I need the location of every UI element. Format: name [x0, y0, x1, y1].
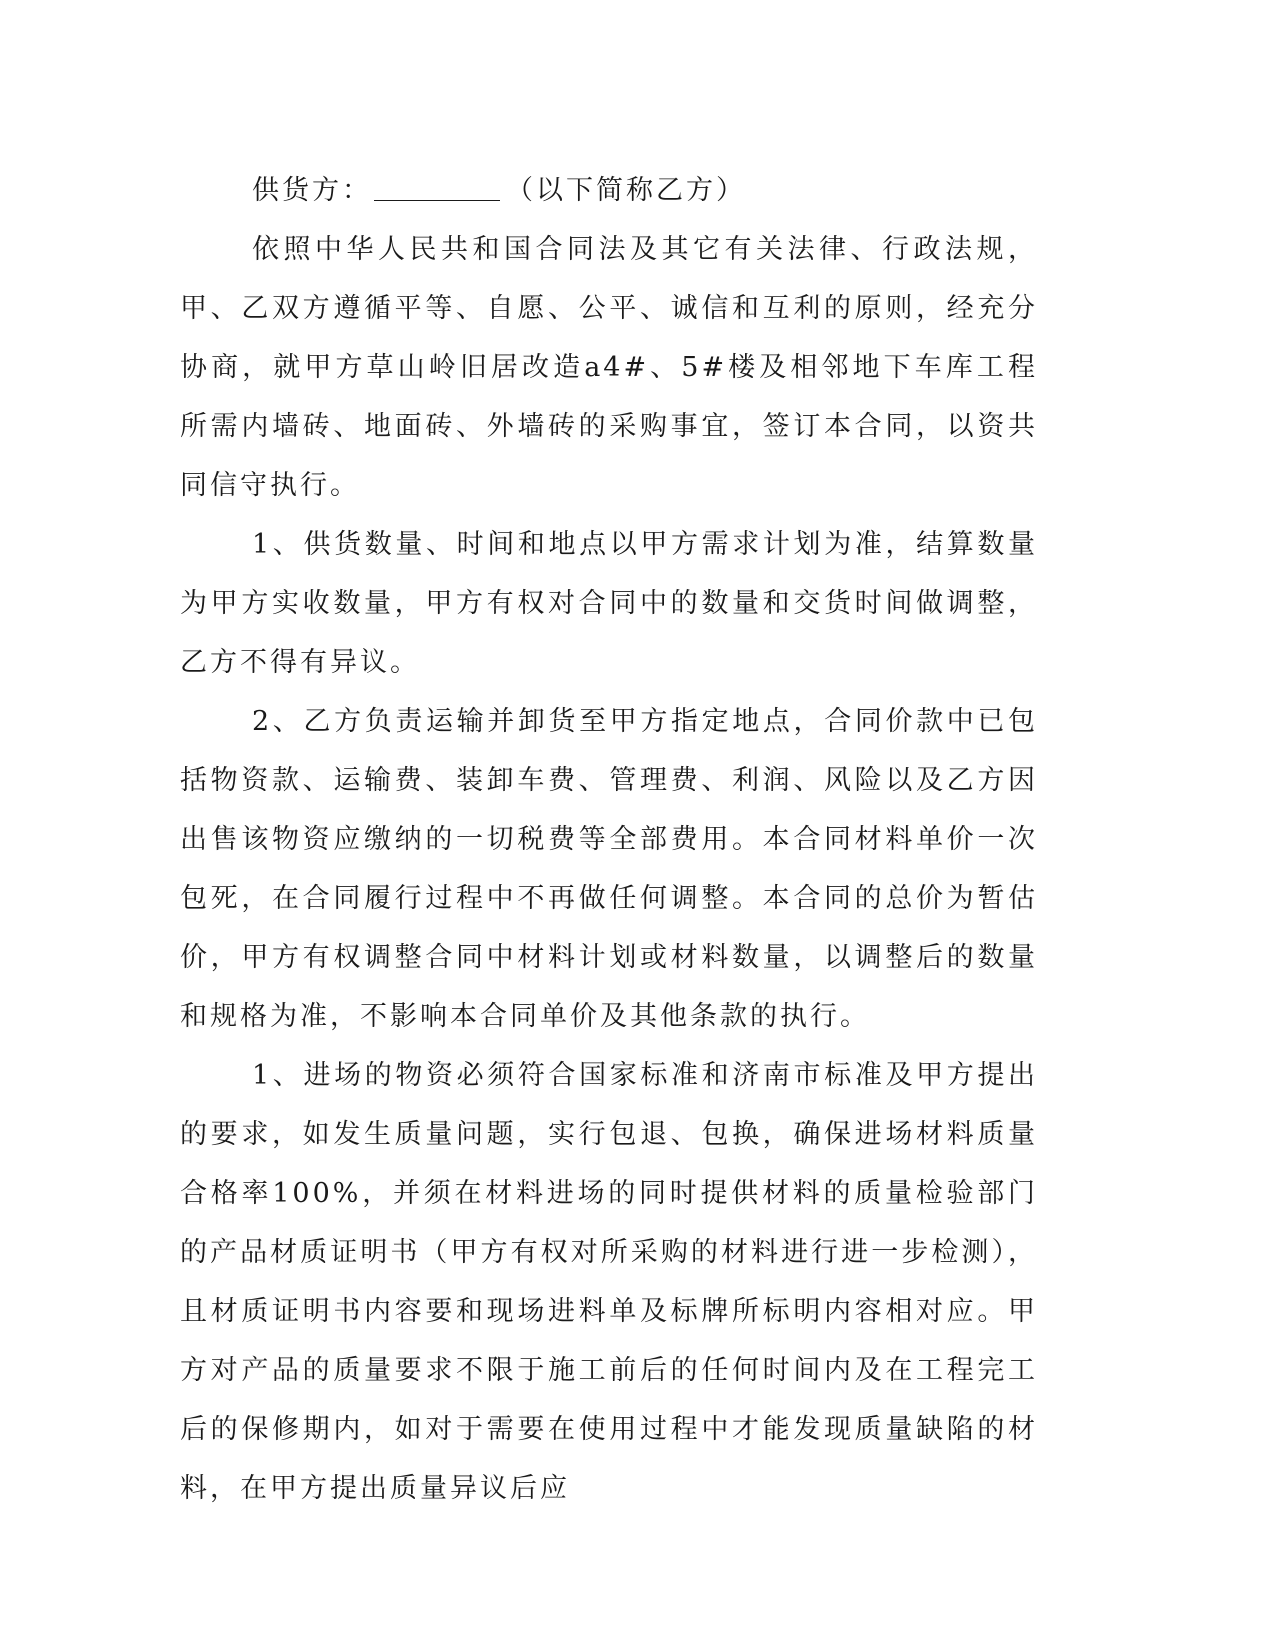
paragraph-clause-1-quality: 1、进场的物资必须符合国家标准和济南市标准及甲方提出的要求，如发生质量问题，实行包退、包换，确保进场材料质量合格率100%，并须在材料进场的同时提供材料的质量检验部门的产品材质证明书（甲方有权对所采购的材料进行进一步检测），且材质证明书内容要和现场进料单及标牌所标明内容相对应。甲方对产品的质量要求不限于施工前后的任何时间内及在工程完工后的保修期内，如对于需要在使用过程中才能发现质量缺陷的材料，在甲方提出质量异议后应 — [180, 1060, 1038, 1504]
supplier-suffix: （以下简称乙方） — [506, 175, 746, 206]
document-body — [180, 161, 1038, 1518]
paragraph-preamble: 依照中华人民共和国合同法及其它有关法律、行政法规，甲、乙双方遵循平等、自愿、公平、诚信和互利的原则，经充分协商，就甲方草山岭旧居改造a4#、5#楼及相邻地下车库工程所需内墙砖、地面砖、外墙砖的采购事宜，签订本合同，以资共同信守执行。 — [180, 234, 1038, 501]
supplier-name-blank — [374, 170, 500, 201]
supplier-line — [180, 161, 1038, 220]
paragraph-clause-2-price: 2、乙方负责运输并卸货至甲方指定地点，合同价款中已包括物资款、运输费、装卸车费、管理费、利润、风险以及乙方因出售该物资应缴纳的一切税费等全部费用。本合同材料单价一次包死，在合同履行过程中不再做任何调整。本合同的总价为暂估价，甲方有权调整合同中材料计划或材料数量，以调整后的数量和规格为准，不影响本合同单价及其他条款的执行。 — [180, 706, 1038, 1032]
paragraph-clause-1-quantity: 1、供货数量、时间和地点以甲方需求计划为准，结算数量为甲方实收数量，甲方有权对合同中的数量和交货时间做调整，乙方不得有异议。 — [180, 529, 1038, 678]
supplier-label: 供货方： — [252, 175, 372, 206]
